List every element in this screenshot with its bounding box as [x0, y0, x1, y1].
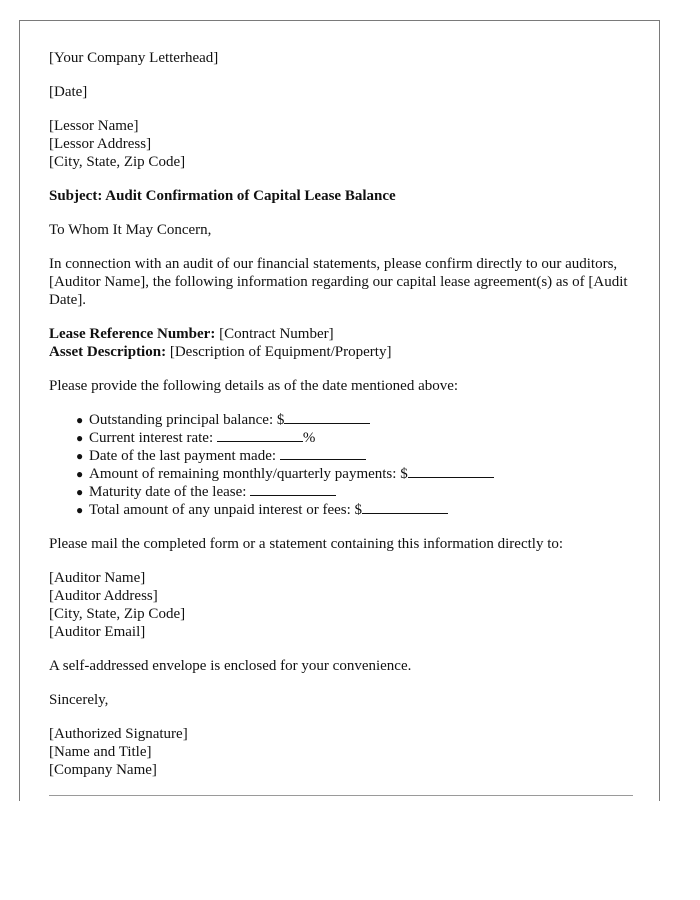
closing: Sincerely, [49, 692, 109, 708]
lease-reference-label: Lease Reference Number: [49, 326, 216, 342]
lessor-address: [Lessor Address] [49, 136, 152, 152]
signature-block [49, 725, 639, 779]
auditor-name: [Auditor Name] [49, 570, 146, 586]
list-item [76, 429, 639, 447]
list-item [76, 447, 639, 465]
detail-suffix: % [302, 430, 316, 446]
fill-in-blank [284, 411, 370, 424]
bullet-icon: ● [76, 449, 84, 463]
detail-label: Current interest rate: [89, 430, 217, 446]
company-name: [Company Name] [49, 762, 157, 778]
bullet-icon: ● [76, 503, 84, 517]
signer-name-title: [Name and Title] [49, 744, 152, 760]
closing-block [49, 691, 639, 709]
date-block [49, 83, 639, 101]
auditor-email: [Auditor Email] [49, 624, 146, 640]
asset-description-line [49, 343, 639, 361]
detail-label: Total amount of any unpaid interest or fees: $ [89, 502, 363, 518]
letterhead: [Your Company Letterhead] [49, 50, 219, 66]
fill-in-blank [280, 447, 366, 460]
lessor-city: [City, State, Zip Code] [49, 154, 186, 170]
detail-label: Amount of remaining monthly/quarterly payments: $ [89, 466, 408, 482]
lease-reference-line [49, 325, 639, 343]
salutation: To Whom It May Concern, [49, 222, 212, 238]
fill-in-blank [408, 465, 494, 478]
detail-label: Maturity date of the lease: [89, 484, 251, 500]
list-item [76, 483, 639, 501]
intro-paragraph [49, 255, 639, 309]
mail-instruction: Please mail the completed form or a statement containing this information directly to: [49, 536, 564, 552]
letter-date: [Date] [49, 84, 88, 100]
bullet-icon: ● [76, 467, 84, 481]
detail-label: Outstanding principal balance: $ [89, 412, 285, 428]
letterhead-block [49, 49, 639, 67]
fill-in-blank [362, 501, 448, 514]
lease-info-block [49, 325, 639, 361]
auditor-address: [Auditor Address] [49, 588, 158, 604]
fill-in-blank [217, 429, 303, 442]
footer-divider [49, 795, 633, 796]
details-list [49, 411, 639, 519]
bullet-icon: ● [76, 413, 84, 427]
list-item [76, 411, 639, 429]
letter-page [19, 20, 660, 801]
lessor-name: [Lessor Name] [49, 118, 139, 134]
asset-description-value: [Description of Equipment/Property] [166, 344, 392, 360]
list-item [76, 501, 639, 519]
details-intro-block [49, 377, 639, 395]
subject-block [49, 187, 639, 205]
envelope-note-block [49, 657, 639, 675]
asset-description-label: Asset Description: [49, 344, 167, 360]
fill-in-blank [250, 483, 336, 496]
list-item [76, 465, 639, 483]
envelope-note: A self-addressed envelope is enclosed for your convenience. [49, 658, 412, 674]
auditor-address-block [49, 569, 639, 641]
letter-body [49, 49, 639, 795]
details-intro: Please provide the following details as of the date mentioned above: [49, 378, 459, 394]
auditor-city: [City, State, Zip Code] [49, 606, 186, 622]
lessor-address-block [49, 117, 639, 171]
intro-text: In connection with an audit of our financial statements, please confirm directly to our auditors, [Auditor Name], the following information regarding our capital lease agreement(s) as of [Audit Date]. [49, 256, 628, 308]
subject-line: Subject: Audit Confirmation of Capital Lease Balance [49, 188, 396, 204]
bullet-icon: ● [76, 431, 84, 445]
bullet-icon: ● [76, 485, 84, 499]
lease-reference-value: [Contract Number] [215, 326, 334, 342]
salutation-block [49, 221, 639, 239]
detail-label: Date of the last payment made: [89, 448, 280, 464]
mail-instruction-block [49, 535, 639, 553]
authorized-signature: [Authorized Signature] [49, 726, 188, 742]
